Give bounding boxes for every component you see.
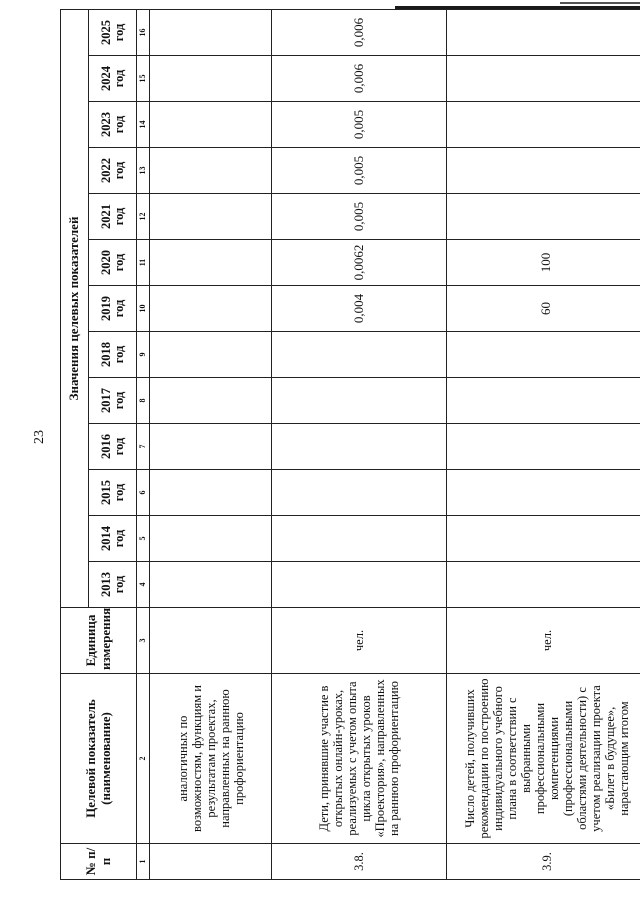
header-year-5: 2018 год [89, 332, 137, 378]
column-number-7: 8 [137, 378, 150, 424]
row-value [150, 424, 272, 470]
row-value [447, 148, 640, 194]
row-num: 3.8. [272, 844, 447, 880]
row-value [150, 56, 272, 102]
header-year-9: 2022 год [89, 148, 137, 194]
row-value [272, 378, 447, 424]
row-value: 0,005 [272, 102, 447, 148]
column-number-4: 5 [137, 516, 150, 562]
row-value: 0,0062 [272, 240, 447, 286]
column-number-5: 6 [137, 470, 150, 516]
row-value [272, 562, 447, 608]
row-value [447, 56, 640, 102]
row-value: 0,005 [272, 194, 447, 240]
header-year-6: 2019 год [89, 286, 137, 332]
row-value [447, 516, 640, 562]
row-value [447, 562, 640, 608]
row-value [150, 148, 272, 194]
column-number-11: 12 [137, 194, 150, 240]
column-number-2: 3 [137, 608, 150, 674]
row-value [150, 102, 272, 148]
row-unit [150, 608, 272, 674]
column-number-3: 4 [137, 562, 150, 608]
row-value [447, 424, 640, 470]
row-value [150, 9, 272, 55]
row-unit: чел. [272, 608, 447, 674]
column-number-1: 2 [137, 674, 150, 844]
row-value [150, 240, 272, 286]
row-value [447, 470, 640, 516]
row-value [150, 286, 272, 332]
header-num: № п/п [61, 844, 137, 880]
column-number-10: 11 [137, 240, 150, 286]
row-value: 0,004 [272, 286, 447, 332]
target-indicators-table [60, 9, 640, 880]
row-value [447, 194, 640, 240]
row-value: 100 [447, 240, 640, 286]
row-value [272, 332, 447, 378]
row-value [272, 424, 447, 470]
header-year-1: 2014 год [89, 516, 137, 562]
row-value [447, 332, 640, 378]
row-num [150, 844, 272, 880]
row-indicator: Дети, принявшие участие в открытых онлайн-уроках, реализуемых с учетом опыта цикла открытых уроков «Проектория», направленных на раннюю профориентацию [272, 674, 447, 844]
column-number-8: 9 [137, 332, 150, 378]
page-number: 23 [32, 430, 47, 444]
column-number-9: 10 [137, 286, 150, 332]
row-value [447, 378, 640, 424]
row-value [150, 516, 272, 562]
row-unit: чел. [447, 608, 640, 674]
column-number-13: 14 [137, 102, 150, 148]
row-value: 0,006 [272, 9, 447, 55]
header-year-4: 2017 год [89, 378, 137, 424]
row-value [150, 470, 272, 516]
header-values-group: Значения целевых показателей [61, 9, 89, 607]
row-value: 0,006 [272, 56, 447, 102]
header-unit: Единица измерения [61, 608, 137, 674]
row-value: 60 [447, 286, 640, 332]
row-value: 0,005 [272, 148, 447, 194]
table-row [447, 9, 640, 879]
rotated-table-container [60, 10, 630, 880]
row-value [150, 378, 272, 424]
row-value [150, 332, 272, 378]
row-value [150, 562, 272, 608]
table-row [150, 9, 272, 879]
column-number-14: 15 [137, 56, 150, 102]
header-year-10: 2023 год [89, 102, 137, 148]
table-row [272, 9, 447, 879]
header-year-11: 2024 год [89, 56, 137, 102]
row-value [272, 470, 447, 516]
row-value [447, 102, 640, 148]
column-number-6: 7 [137, 424, 150, 470]
column-number-12: 13 [137, 148, 150, 194]
row-value [447, 9, 640, 55]
header-year-2: 2015 год [89, 470, 137, 516]
header-year-8: 2021 год [89, 194, 137, 240]
header-year-7: 2020 год [89, 240, 137, 286]
header-year-3: 2016 год [89, 424, 137, 470]
row-indicator: аналогичных по возможностям, функциям и результатам проектах, направленных на раннюю профориентацию [150, 674, 272, 844]
row-indicator: Число детей, получивших рекомендации по построению индивидуального учебного плана в соответствии с выбранными профессиональными компетенциями (профессиональными областями деятельности) с учетом реализации проекта «Билет в будущее», нарастающим итогом [447, 674, 640, 844]
column-number-0: 1 [137, 844, 150, 880]
top-rule-thin [560, 2, 640, 4]
header-year-0: 2013 год [89, 562, 137, 608]
header-indicator: Целевой показатель (наименование) [61, 674, 137, 844]
row-value [272, 516, 447, 562]
row-num: 3.9. [447, 844, 640, 880]
column-number-15: 16 [137, 9, 150, 55]
header-year-12: 2025 год [89, 9, 137, 55]
row-value [150, 194, 272, 240]
